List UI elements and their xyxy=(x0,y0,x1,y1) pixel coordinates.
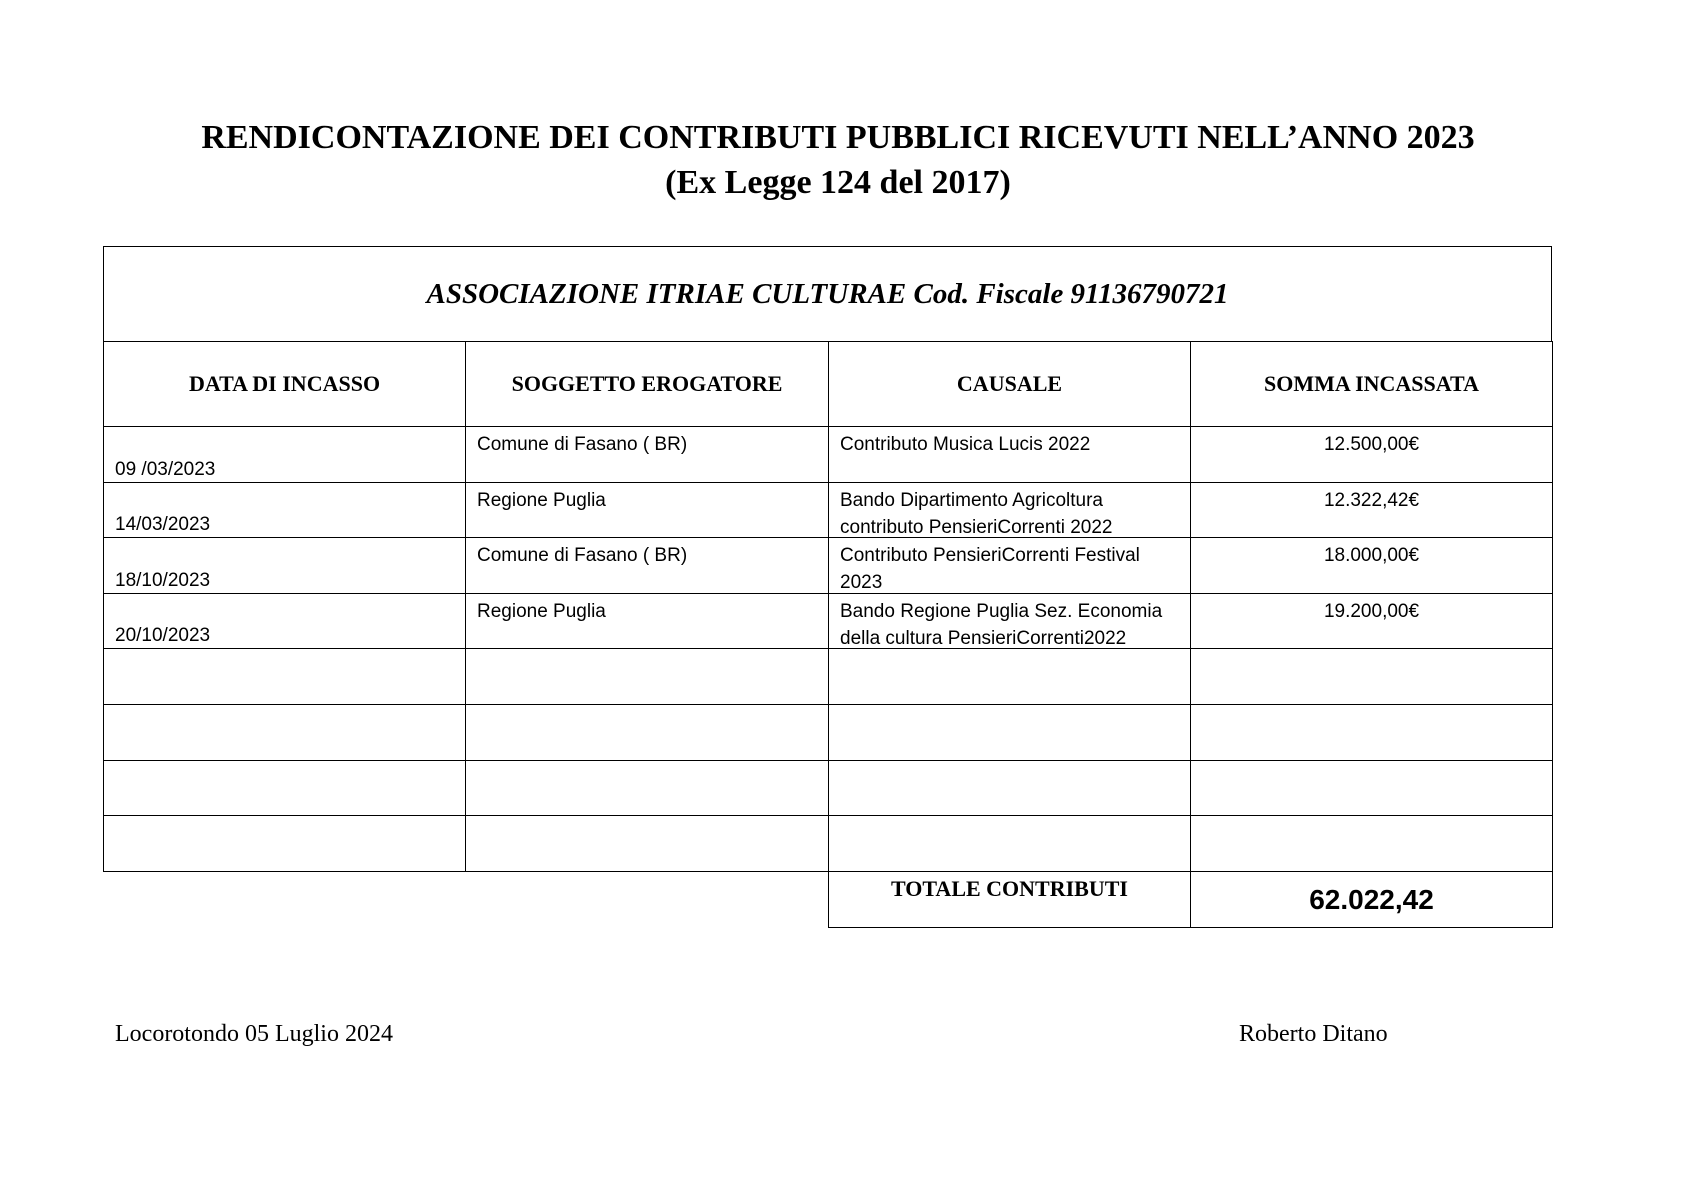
date-cell xyxy=(103,593,466,649)
amount-cell xyxy=(1190,704,1553,761)
header-amount: SOMMA INCASSATA xyxy=(1190,341,1553,427)
document-subtitle: (Ex Legge 124 del 2017) xyxy=(665,164,1011,201)
reason-cell xyxy=(828,815,1191,872)
total-label: TOTALE CONTRIBUTI xyxy=(828,871,1191,928)
payer-cell xyxy=(465,815,829,872)
reason-cell xyxy=(828,648,1191,705)
amount-cell: 12.500,00€ xyxy=(1190,426,1553,483)
reason-cell xyxy=(828,704,1191,761)
date-cell xyxy=(103,426,466,483)
amount-cell: 12.322,42€ xyxy=(1190,482,1553,538)
date-text: 14/03/2023 xyxy=(115,514,211,535)
date-cell xyxy=(103,648,466,705)
header-reason: CAUSALE xyxy=(828,341,1191,427)
reason-cell: Contributo PensieriCorrenti Festival 2023 xyxy=(828,537,1191,594)
header-date: DATA DI INCASSO xyxy=(103,341,466,427)
payer-cell: Regione Puglia xyxy=(465,593,829,649)
payer-cell: Comune di Fasano ( BR) xyxy=(465,426,829,483)
signature: Roberto Ditano xyxy=(1239,1021,1388,1047)
date-text: 09 /03/2023 xyxy=(115,459,216,480)
place-date: Locorotondo 05 Luglio 2024 xyxy=(115,1021,393,1047)
header-payer: SOGGETTO EROGATORE xyxy=(465,341,829,427)
total-value: 62.022,42 xyxy=(1190,871,1553,928)
amount-cell xyxy=(1190,648,1553,705)
amount-cell: 18.000,00€ xyxy=(1190,537,1553,594)
date-text: 20/10/2023 xyxy=(115,625,211,646)
date-cell xyxy=(103,815,466,872)
amount-cell xyxy=(1190,815,1553,872)
organization-header: ASSOCIAZIONE ITRIAE CULTURAE Cod. Fiscale 91136790721 xyxy=(103,246,1552,342)
payer-cell: Regione Puglia xyxy=(465,482,829,538)
amount-cell xyxy=(1190,760,1553,816)
document-title: RENDICONTAZIONE DEI CONTRIBUTI PUBBLICI RICEVUTI NELL’ANNO 2023 xyxy=(201,119,1475,156)
date-text: 18/10/2023 xyxy=(115,570,211,591)
date-cell xyxy=(103,537,466,594)
reason-cell: Contributo Musica Lucis 2022 xyxy=(828,426,1191,483)
reason-cell: Bando Regione Puglia Sez. Economia della cultura PensieriCorrenti2022 xyxy=(828,593,1191,649)
payer-cell: Comune di Fasano ( BR) xyxy=(465,537,829,594)
date-cell xyxy=(103,482,466,538)
amount-cell: 19.200,00€ xyxy=(1190,593,1553,649)
reason-cell xyxy=(828,760,1191,816)
reason-cell: Bando Dipartimento Agricoltura contributo PensieriCorrenti 2022 xyxy=(828,482,1191,538)
payer-cell xyxy=(465,760,829,816)
date-cell xyxy=(103,760,466,816)
date-cell xyxy=(103,704,466,761)
payer-cell xyxy=(465,648,829,705)
payer-cell xyxy=(465,704,829,761)
